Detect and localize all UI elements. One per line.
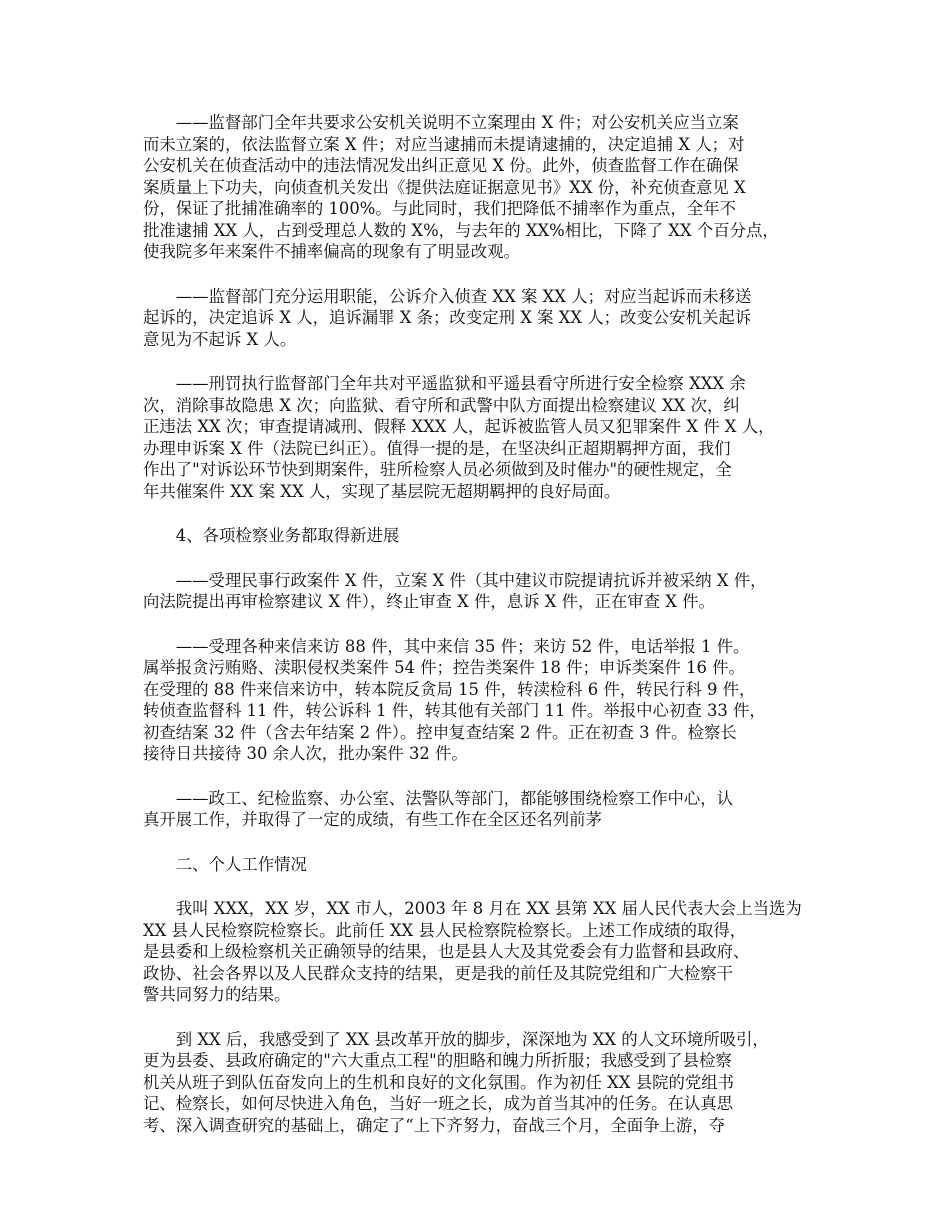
text-line: 次，消除事故隐患 X 次；向监狱、看守所和武警中队方面提出检察建议 XX 次，纠: [143, 395, 740, 415]
text-line: 机关从班子到队伍奋发向上的生机和良好的文化氛围。作为初任 XX 县院的党组书: [143, 1072, 735, 1092]
text-line: 是县委和上级检察机关正确领导的结果，也是县人大及其党委会有力监督和县政府、: [143, 942, 750, 961]
heading-line: 4、各项检察业务都取得新进展: [143, 526, 400, 545]
paragraph-other-departments: [143, 788, 815, 831]
paragraph-civil-administrative: [143, 570, 815, 613]
text-line: ——监督部门充分运用职能，公诉介入侦查 XX 案 XX 人；对应当起诉而未移送: [143, 286, 752, 306]
paragraph-letters-visits: [143, 636, 815, 765]
text-line: 正违法 XX 次；审查提请减刑、假释 XXX 人，起诉被监管人员又犯罪案件 X 件 X 人，: [143, 417, 775, 436]
text-line: ——政工、纪检监察、办公室、法警队等部门，都能够围绕检察工作中心，认: [143, 788, 734, 808]
text-line: 转侦查监督科 11 件，转公诉科 1 件，转其他有关部门 11 件。举报中心初查 33 件，: [143, 701, 766, 720]
paragraph-penalty-execution: [143, 373, 815, 502]
text-line: 而未立案的，依法监督立案 X 件；对应当逮捕而未提请逮捕的，决定追捕 X 人；对: [143, 134, 745, 154]
text-line: 警共同努力的结果。: [143, 985, 291, 1004]
text-line: XX 县人民检察院检察长。此前任 XX 县人民检察院检察长。上述工作成绩的取得，: [143, 920, 747, 940]
text-line: 公安机关在侦查活动中的违法情况发出纠正意见 X 份。此外，侦查监督工作在确保: [143, 156, 739, 175]
text-line: 向法院提出再审检察建议 X 件），终止审查 X 件，息诉 X 件，正在审查 X 件。: [143, 592, 715, 611]
text-line: ——受理各种来信来访 88 件，其中来信 35 件；来访 52 件，电话举报 1 件。: [143, 636, 750, 656]
text-line: 份，保证了批捕准确率的 100%。与此同时，我们把降低不捕率作为重点，全年不: [143, 199, 736, 218]
section-heading-personal-work: [143, 854, 815, 876]
text-line: 政协、社会各界以及人民群众支持的结果，更是我的前任及其院党组和广大检察干: [143, 963, 734, 983]
text-line: ——刑罚执行监督部门全年共对平遥监狱和平遥县看守所进行安全检察 XXX 余: [143, 374, 746, 393]
text-line: 真开展工作，并取得了一定的成绩，有些工作在全区还名列前茅: [143, 810, 602, 829]
text-line: 更为县委、县政府确定的"六大重点工程"的胆略和魄力所折服；我感受到了县检察: [143, 1051, 732, 1070]
heading-line: 二、个人工作情况: [143, 854, 307, 874]
text-line: 批准逮捕 XX 人，占到受理总人数的 X%，与去年的 XX%相比，下降了 XX 个百分点，: [143, 220, 779, 240]
text-line: 案质量上下功夫，向侦查机关发出《提供法庭证据意见书》XX 份，补充侦查意见 X: [143, 177, 746, 197]
text-line: 到 XX 后，我感受到了 XX 县改革开放的脚步，深深地为 XX 的人文环境所吸引，: [143, 1029, 769, 1049]
text-line: ——受理民事行政案件 X 件，立案 X 件（其中建议市院提请抗诉并被采纳 X 件，: [143, 570, 767, 590]
paragraph-self-introduction: [143, 898, 815, 1006]
paragraph-prosecution-supervision: [143, 286, 815, 351]
text-line: 起诉的，决定追诉 X 人，追诉漏罪 X 条；改变定刑 X 案 XX 人；改变公安机关起诉: [143, 308, 752, 327]
text-line: 考、深入调查研究的基础上，确定了“上下齐努力，奋战三个月，全面争上游，夺: [143, 1115, 726, 1135]
text-line: ——监督部门全年共要求公安机关说明不立案理由 X 件；对公安机关应当立案: [143, 113, 739, 132]
text-line: 作出了"对诉讼环节快到期案件，驻所检察人员必须做到及时催办"的硬性规定，全: [143, 460, 732, 479]
text-line: 记、检察长，如何尽快进入角色，当好一班之长，成为首当其冲的任务。在认真思: [143, 1094, 734, 1113]
text-line: 接待日共接待 30 余人次，批办案件 32 件。: [143, 744, 468, 763]
text-line: 年共催案件 XX 案 XX 人，实现了基层院无超期羁押的良好局面。: [143, 481, 621, 501]
text-line: 属举报贪污贿赂、渎职侵权类案件 54 件；控告类案件 18 件；申诉类案件 16 件。: [143, 658, 745, 677]
text-line: 意见为不起诉 X 人。: [143, 329, 297, 349]
paragraph-investigation-supervision: [143, 112, 815, 263]
text-line: 初查结案 32 件（含去年结案 2 件）。控申复查结案 2 件。正在初查 3 件。检察长: [143, 722, 737, 742]
text-line: 在受理的 88 件来信来访中，转本院反贪局 15 件，转渎检科 6 件，转民行科 9 件，: [143, 679, 756, 699]
text-line: 使我院多年来案件不捕率偏高的现象有了明显改观。: [143, 242, 520, 261]
document-page: [143, 112, 815, 1159]
text-line: 办理申诉案 X 件（法院已纠正）。值得一提的是，在坚决纠正超期羁押方面，我们: [143, 438, 731, 458]
text-line: 我叫 XXX，XX 岁，XX 市人，2003 年 8 月在 XX 县第 XX 届人民代表大会上当选为: [143, 899, 802, 918]
section-heading-new-progress: [143, 525, 815, 547]
paragraph-arrival-impressions: [143, 1029, 815, 1137]
